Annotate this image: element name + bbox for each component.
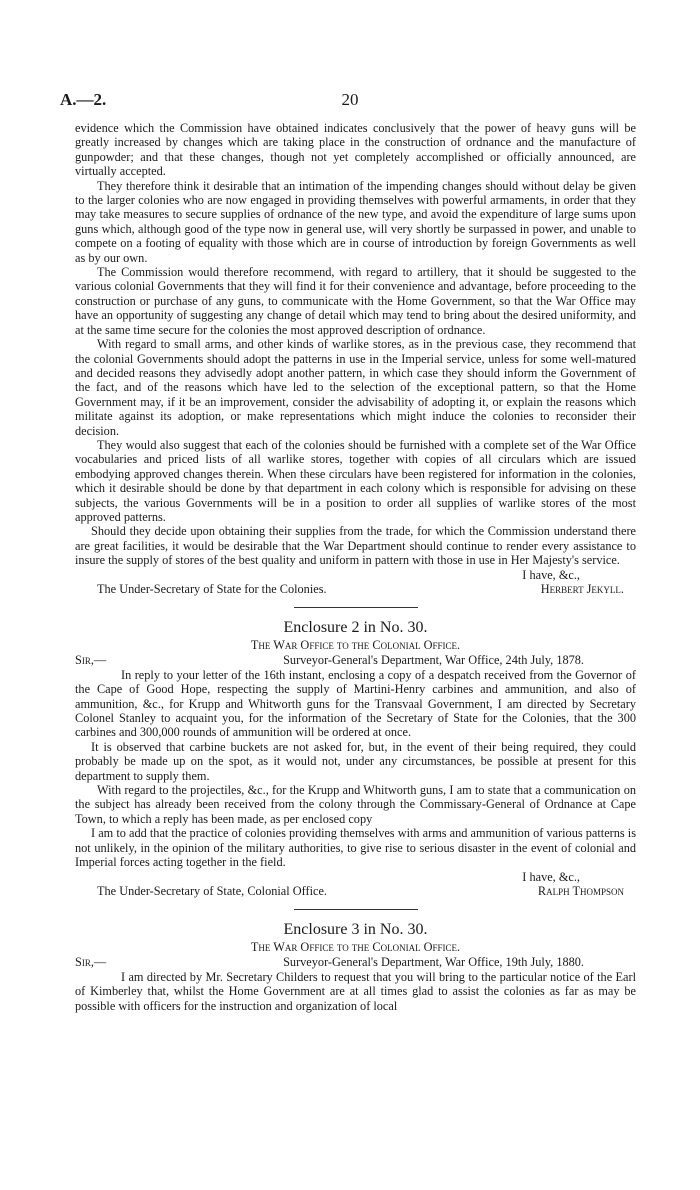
paragraph: They would also suggest that each of the colonies should be furnished with a complete set of the War Office vocabularies and priced lists of all warlike stores, together with copies of all circulars which are issued embodying approved changes therein. When these circulars have been registered for information in the colonies, which it desirable should be done by that department in each colony which is responsible for advising on these subjects, the various Governments will be in a position to order all supplies of warlike stores of the most approved patterns. [75,437,636,524]
closing: I have, &c., [522,869,580,884]
enclosure-subtitle: The War Office to the Colonial Office. [250,940,461,955]
page-number: 20 [341,90,359,109]
paragraph: In reply to your letter of the 16th instant, enclosing a copy of a despatch received from the Governor of the Cape of Good Hope, respecting the supply of Martini-Henry carbines and ammunition, and also of ammunition, &c., for Krupp and Whitworth guns for the Transvaal Government, I am directed by Secretary Colonel Stanley to acquaint you, for the information of the Secretary of State for the Colonies, that the 300 carbines and 300,000 rounds of ammunition will be ordered at once. [75,667,636,740]
enclosure-2 [75,619,636,898]
salutation-line [75,653,636,667]
paragraph: I am directed by Mr. Secretary Childers to request that you will bring to the particular notice of the Earl of Kimberley that, whilst the Home Government are at all times glad to assist the colonies as far as may be possible with officers for the instruction and organization of local [75,969,636,1013]
letter-continuation [75,121,636,596]
paragraph: I am to add that the practice of colonies providing themselves with arms and ammunition of various patterns is not unlikely, in the opinion of the military authorities, to give rise to serious disaster in the event of colonial and Imperial forces acting together in the field. [75,826,636,870]
signature: Herbert Jekyll. [540,582,624,596]
document-body [75,121,636,1013]
enclosure-title: Enclosure 3 in No. 30. [283,921,428,939]
enclosure-subtitle: The War Office to the Colonial Office. [250,638,461,653]
salutation: Sir,— [75,955,107,970]
paragraph: With regard to small arms, and other kinds of warlike stores, as in the previous case, they recommend that the colonial Governments should adopt the patterns in use in the Imperial service, unless for some well-matured and decided reasons they advisedly adopt another pattern, in which case they should inform the Government of the fact, and of the reasons which have led to the selection of the exceptional pattern, so that the Home Government may, if it be an improvement, consider the advisability of adopting it, or explain the reasons which militate against its adoption, or make representations which might induce the colonies to reconsider their decision. [75,337,636,438]
document-reference: A.—2. [60,90,107,109]
salutation-line [75,955,636,969]
addressee: The Under-Secretary of State for the Colonies. [97,582,327,596]
salutation: Sir,— [75,653,107,668]
addressee: The Under-Secretary of State, Colonial Office. [97,883,328,898]
section-divider [294,909,418,910]
closing: I have, &c., [522,567,580,582]
signature-line [75,582,636,596]
paragraph: They therefore think it desirable that an intimation of the impending changes should without delay be given to the larger colonies who are now engaged in providing themselves with powerful armaments, in order that they may take measures to secure supplies of ordnance of the new type, and avoid the expenditure of large sums upon guns which, although good of the type now in general use, will very shortly be surpassed in power, and unable to compete on a footing of equality with those which are in course of introduction by foreign Governments as well as by our own. [75,178,636,265]
dateline: Surveyor-General's Department, War Office, 19th July, 1880. [283,955,584,970]
enclosure-title: Enclosure 2 in No. 30. [283,619,428,637]
paragraph: With regard to the projectiles, &c., for the Krupp and Whitworth guns, I am to state that a communication on the subject has already been received from the colony through the Commissary-General of Ordnance at Cape Town, to which a reply has been made, as per enclosed copy [75,783,636,826]
enclosure-3 [75,921,636,1013]
section-divider [294,607,418,608]
page-header [60,90,640,110]
dateline: Surveyor-General's Department, War Office, 24th July, 1878. [283,653,584,668]
paragraph: evidence which the Commission have obtained indicates conclusively that the power of heavy guns will be greatly increased by changes which are taking place in the construction of ordnance and the manufacture of gunpowder; and that these changes, though not yet completely accomplished or officially announced, are virtually accepted. [75,121,636,179]
signature: Ralph Thompson [537,883,624,898]
paragraph: It is observed that carbine buckets are not asked for, but, in the event of their being required, they could probably be made up on the spot, as it would not, under any circumstances, be possible at present for this department to supply them. [75,739,636,783]
paragraph: Should they decide upon obtaining their supplies from the trade, for which the Commission understand there are great facilities, it would be desirable that the War Department should continue to render every assistance to insure the supply of stores of the best quality and uniform in pattern with those in use in Her Majesty's service. [75,524,636,568]
paragraph: The Commission would therefore recommend, with regard to artillery, that it should be suggested to the various colonial Governments that they will find it for their convenience and advantage, before proceeding to the construction or purchase of any guns, to communicate with the Home Government, so that the War Office may have an opportunity of suggesting any change of detail which may tend to bring about the desired uniformity, and at the same time secure for the colonies the most approved description of ordnance. [75,265,636,337]
signature-line [75,884,636,898]
